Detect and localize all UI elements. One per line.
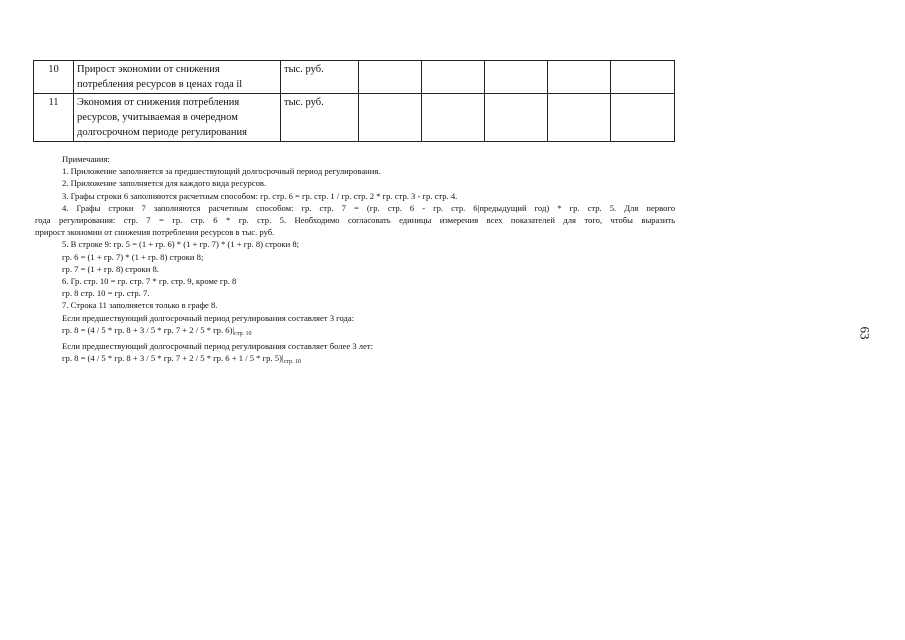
table-row <box>34 61 675 94</box>
empty-cell <box>611 61 675 94</box>
empty-cell <box>359 61 422 94</box>
page-number: 63 <box>857 326 873 340</box>
row-unit: тыс. руб. <box>281 61 359 94</box>
row-name: Прирост экономии от снижения потребления ресурсов в ценах года il <box>74 61 281 94</box>
note-5-line-2: гр. 6 = (1 + гр. 7) * (1 + гр. 8) строки 8; <box>62 251 204 262</box>
formula-text: гр. 8 = (4 / 5 * гр. 8 + 3 / 5 * гр. 7 + 2 / 5 * гр. 6)| <box>62 324 235 335</box>
condition-3-years: Если предшествующий долгосрочный период регулирования составляет 3 года: <box>62 312 355 323</box>
empty-cell <box>422 61 485 94</box>
formula-more-3-years <box>35 352 675 368</box>
note-6-line-2: гр. 8 стр. 10 = гр. стр. 7. <box>62 288 150 299</box>
empty-cell <box>548 94 611 142</box>
note-4-line-1: 4. Графы строки 7 заполняются расчетным способом: гр. стр. 7 = (гр. стр. 6 - гр. стр. 6|предыдущий год) * гр. стр. 5. Для первого <box>62 202 675 213</box>
note-7: 7. Строка 11 заполняется только в графе 8. <box>62 300 218 311</box>
note-2: 2. Приложение заполняется для каждого вида ресурсов. <box>62 178 267 189</box>
formula-subscript: стр. 10 <box>234 330 252 337</box>
note-4-line-2: года регулирования: стр. 7 = гр. стр. 6 * гр. стр. 5. Необходимо согласовать единицы измерения всех показателей для того, чтобы выразить <box>35 215 675 226</box>
formula-3-years <box>35 324 675 340</box>
note-5-line-1: 5. В строке 9: гр. 5 = (1 + гр. 6) * (1 + гр. 7) * (1 + гр. 8) строки 8; <box>62 239 300 250</box>
empty-cell <box>485 94 548 142</box>
empty-cell <box>422 94 485 142</box>
empty-cell <box>359 94 422 142</box>
notes-heading: Примечания: <box>62 154 110 164</box>
notes-section <box>35 153 675 368</box>
note-5-line-3: гр. 7 = (1 + гр. 8) строки 8. <box>62 263 159 274</box>
formula-subscript: стр. 10 <box>283 359 301 366</box>
note-4-line-3: прирост экономии от снижения потребления ресурсов в тыс. руб. <box>35 227 275 238</box>
empty-cell <box>548 61 611 94</box>
table-row <box>34 94 675 142</box>
note-6-line-1: 6. Гр. стр. 10 = гр. стр. 7 * гр. стр. 9, кроме гр. 8 <box>62 276 237 287</box>
note-3: 3. Графы строки 6 заполняются расчетным способом: гр. стр. 6 = гр. стр. 1 / гр. стр. 2 * гр. стр. 3 - гр. стр. 4. <box>62 190 458 201</box>
row-number: 10 <box>34 61 74 94</box>
row-number: 11 <box>34 94 74 142</box>
data-table <box>33 60 675 142</box>
row-unit: тыс. руб. <box>281 94 359 142</box>
empty-cell <box>485 61 548 94</box>
note-1: 1. Приложение заполняется за предшествующий долгосрочный период регулирования. <box>62 166 381 177</box>
empty-cell <box>611 94 675 142</box>
condition-more-3-years: Если предшествующий долгосрочный период регулирования составляет более 3 лет: <box>62 341 374 352</box>
formula-text: гр. 8 = (4 / 5 * гр. 8 + 3 / 5 * гр. 7 + 2 / 5 * гр. 6 + 1 / 5 * гр. 5)| <box>62 353 284 364</box>
row-name: Экономия от снижения потребления ресурсов, учитываемая в очередном долгосрочном периоде регулирования <box>74 94 281 142</box>
